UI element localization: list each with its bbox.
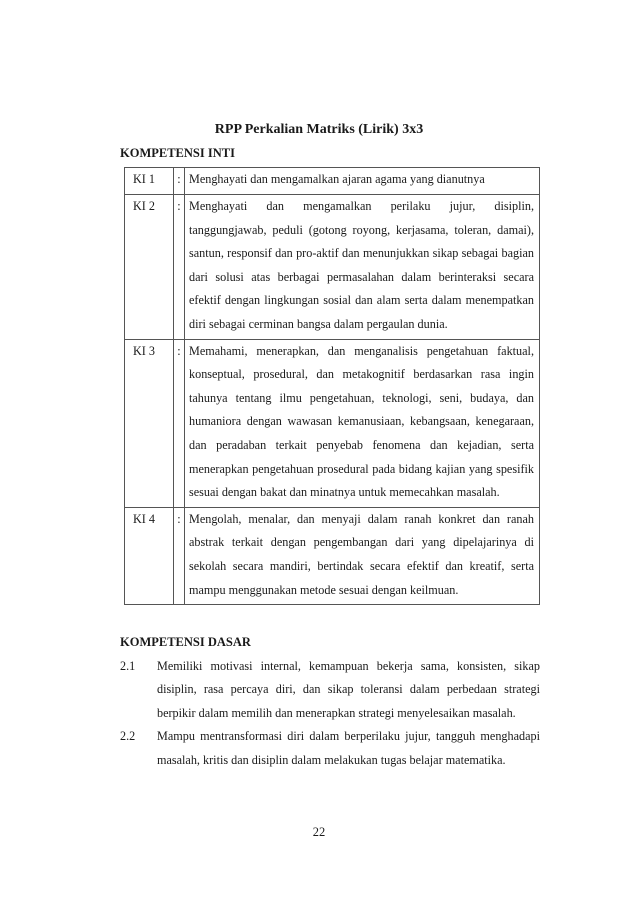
ki-code: KI 3 <box>125 339 174 507</box>
kd-number: 2.1 <box>120 659 136 673</box>
kd-text: Memiliki motivasi internal, kemampuan bekerja sama, konsisten, sikap disiplin, rasa percaya diri, dan sikap toleransi dalam perbedaan strategi berpikir dalam memilih dan menerapkan strategi menyelesaikan masalah. <box>157 659 540 720</box>
ki-code: KI 4 <box>125 507 174 604</box>
list-item <box>120 725 540 772</box>
ki-code: KI 1 <box>125 168 174 195</box>
list-item <box>120 655 540 725</box>
ki-description: Menghayati dan mengamalkan ajaran agama yang dianutnya <box>185 168 540 195</box>
document-title: RPP Perkalian Matriks (Lirik) 3x3 <box>214 122 424 137</box>
ki-description: Menghayati dan mengamalkan perilaku jujur, disiplin, tanggungjawab, peduli (gotong royong, kerjasama, toleran, damai), santun, responsif dan pro-aktif dan menunjukkan sikap sebagai bagian dari solusi atas berbagai permasalahan dalam berinteraksi secara efektif dengan lingkungan sosial dan alam serta dalam menempatkan diri sebagai cerminan bangsa dalam pergaulan dunia. <box>185 195 540 340</box>
page-number: 22 <box>312 825 326 839</box>
ki-separator: : <box>174 168 185 195</box>
kompetensi-dasar-list <box>120 655 540 772</box>
table-row <box>125 507 540 604</box>
kd-text: Mampu mentransformasi diri dalam berperilaku jujur, tangguh menghadapi masalah, kritis dan disiplin dalam melakukan tugas belajar matematika. <box>157 729 540 767</box>
ki-separator: : <box>174 195 185 340</box>
ki-code: KI 2 <box>125 195 174 340</box>
ki-description: Mengolah, menalar, dan menyaji dalam ranah konkret dan ranah abstrak terkait dengan pengembangan dari yang dipelajarinya di sekolah secara mandiri, bertindak secara efektif dan kreatif, serta mampu menggunakan metode sesuai dengan keilmuan. <box>185 507 540 604</box>
kompetensi-dasar-heading: KOMPETENSI DASAR <box>120 635 251 649</box>
kd-number: 2.2 <box>120 729 136 744</box>
ki-description: Memahami, menerapkan, dan menganalisis pengetahuan faktual, konseptual, prosedural, dan metakognitif berdasarkan rasa ingin tahunya tentang ilmu pengetahuan, teknologi, seni, budaya, dan humaniora dengan wawasan kemanusiaan, kebangsaan, kenegaraan, dan peradaban terkait penyebab fenomena dan kejadian, serta menerapkan pengetahuan prosedural pada bidang kajian yang spesifik sesuai dengan bakat dan minatnya untuk memecahkan masalah. <box>185 339 540 507</box>
ki-separator: : <box>174 507 185 604</box>
table-row <box>125 168 540 195</box>
ki-separator: : <box>174 339 185 507</box>
kompetensi-inti-heading: KOMPETENSI INTI <box>120 146 235 160</box>
kompetensi-inti-table <box>124 167 540 605</box>
table-row <box>125 195 540 340</box>
table-row <box>125 339 540 507</box>
